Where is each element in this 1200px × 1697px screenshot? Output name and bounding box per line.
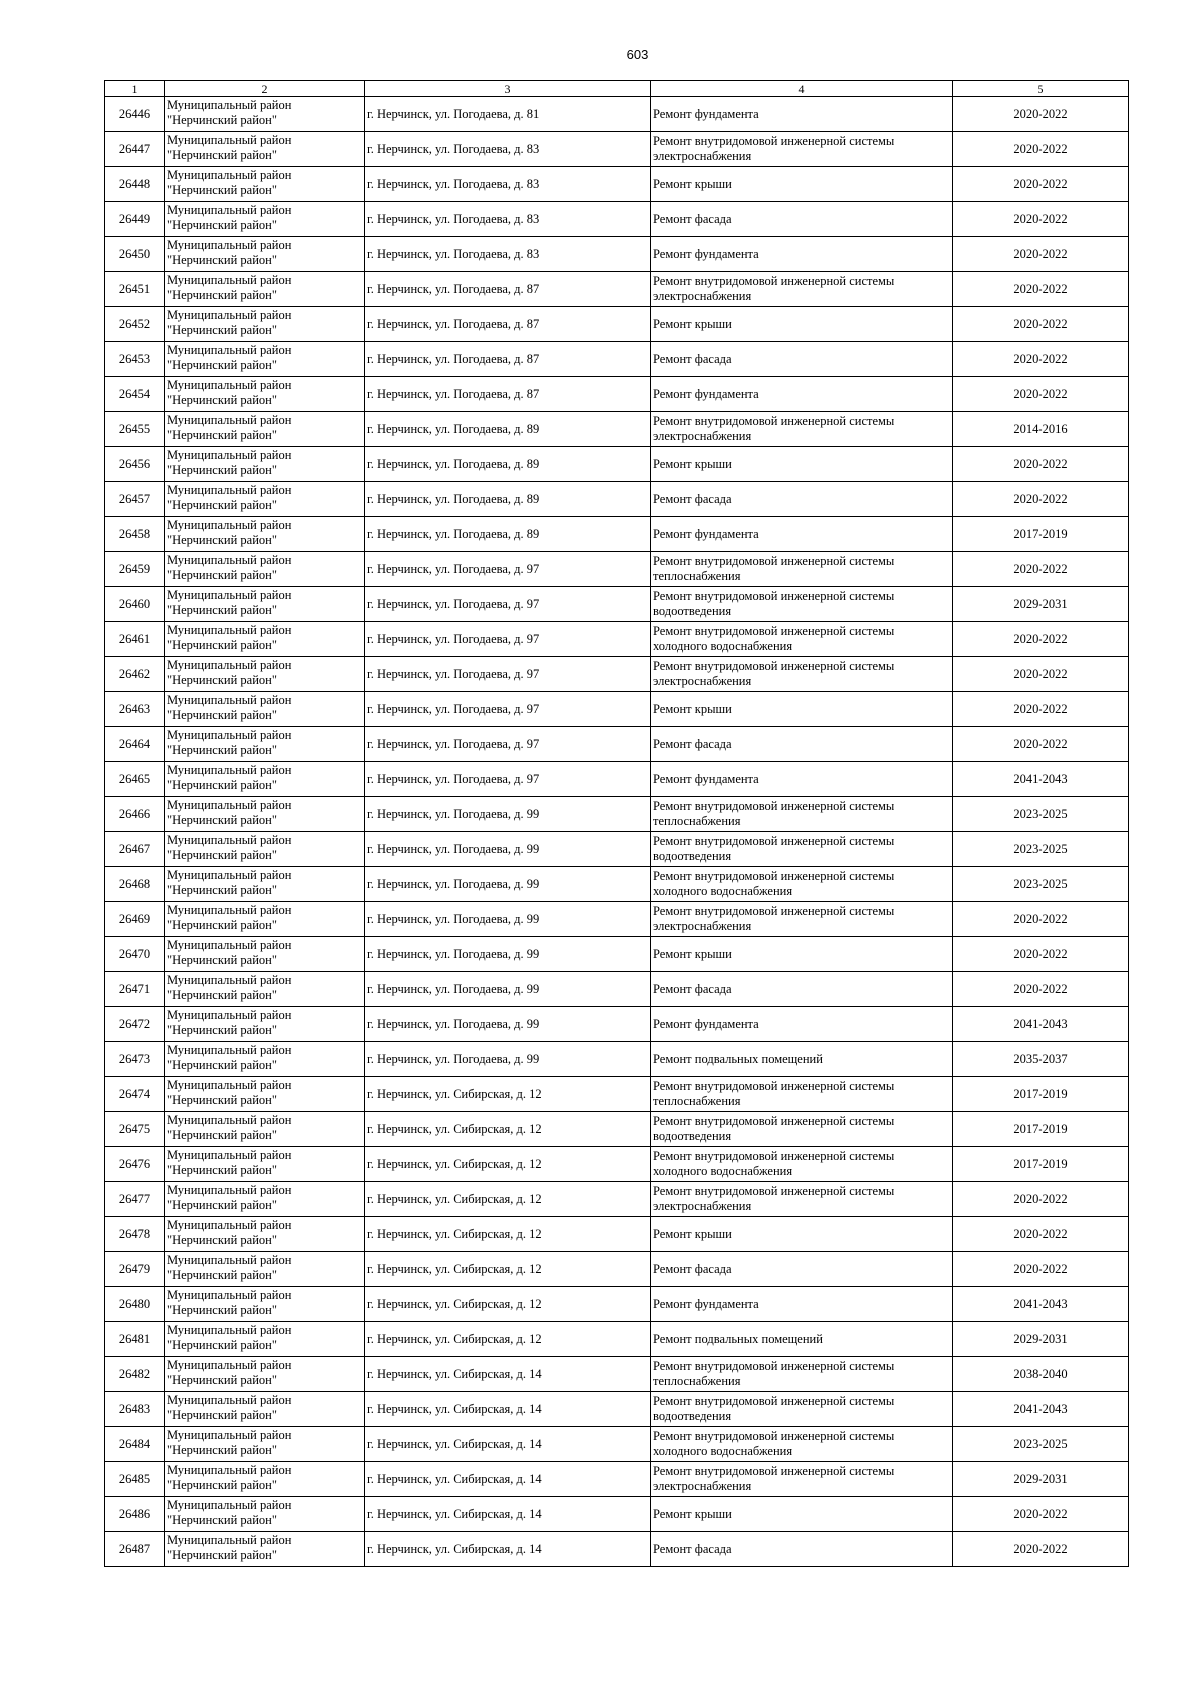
planned-period: 2014-2016 — [953, 412, 1129, 447]
table-row — [105, 1497, 1129, 1532]
table-row — [105, 1322, 1129, 1357]
building-address: г. Нерчинск, ул. Сибирская, д. 12 — [365, 1217, 651, 1252]
table-row — [105, 1007, 1129, 1042]
table-row — [105, 1427, 1129, 1462]
row-number: 26483 — [105, 1392, 165, 1427]
table-row — [105, 1462, 1129, 1497]
municipal-district: Муниципальный район "Нерчинский район" — [165, 237, 365, 272]
row-number: 26463 — [105, 692, 165, 727]
row-number: 26485 — [105, 1462, 165, 1497]
building-address: г. Нерчинск, ул. Погодаева, д. 99 — [365, 832, 651, 867]
planned-period: 2029-2031 — [953, 1462, 1129, 1497]
row-number: 26487 — [105, 1532, 165, 1567]
repair-work-type: Ремонт крыши — [651, 1217, 953, 1252]
table-row — [105, 902, 1129, 937]
repair-work-type: Ремонт внутридомовой инженерной системы холодного водоснабжения — [651, 867, 953, 902]
building-address: г. Нерчинск, ул. Погодаева, д. 99 — [365, 1042, 651, 1077]
repair-work-type: Ремонт внутридомовой инженерной системы электроснабжения — [651, 132, 953, 167]
planned-period: 2020-2022 — [953, 1217, 1129, 1252]
repair-work-type: Ремонт фундамента — [651, 1287, 953, 1322]
table-row — [105, 132, 1129, 167]
building-address: г. Нерчинск, ул. Погодаева, д. 83 — [365, 167, 651, 202]
building-address: г. Нерчинск, ул. Сибирская, д. 14 — [365, 1427, 651, 1462]
building-address: г. Нерчинск, ул. Погодаева, д. 97 — [365, 692, 651, 727]
municipal-district: Муниципальный район "Нерчинский район" — [165, 517, 365, 552]
row-number: 26450 — [105, 237, 165, 272]
table-row — [105, 727, 1129, 762]
table-row — [105, 692, 1129, 727]
municipal-district: Муниципальный район "Нерчинский район" — [165, 1217, 365, 1252]
repair-work-type: Ремонт фасада — [651, 202, 953, 237]
repair-work-type: Ремонт внутридомовой инженерной системы холодного водоснабжения — [651, 1427, 953, 1462]
municipal-district: Муниципальный район "Нерчинский район" — [165, 202, 365, 237]
repair-work-type: Ремонт внутридомовой инженерной системы электроснабжения — [651, 272, 953, 307]
planned-period: 2041-2043 — [953, 1287, 1129, 1322]
municipal-district: Муниципальный район "Нерчинский район" — [165, 342, 365, 377]
municipal-district: Муниципальный район "Нерчинский район" — [165, 1392, 365, 1427]
repair-work-type: Ремонт внутридомовой инженерной системы теплоснабжения — [651, 1357, 953, 1392]
repair-work-type: Ремонт фундамента — [651, 237, 953, 272]
municipal-district: Муниципальный район "Нерчинский район" — [165, 1007, 365, 1042]
row-number: 26454 — [105, 377, 165, 412]
row-number: 26461 — [105, 622, 165, 657]
planned-period: 2020-2022 — [953, 972, 1129, 1007]
municipal-district: Муниципальный район "Нерчинский район" — [165, 1462, 365, 1497]
municipal-district: Муниципальный район "Нерчинский район" — [165, 1252, 365, 1287]
column-header-1: 1 — [105, 81, 165, 97]
column-number-row — [105, 81, 1129, 97]
building-address: г. Нерчинск, ул. Погодаева, д. 81 — [365, 97, 651, 132]
planned-period: 2020-2022 — [953, 902, 1129, 937]
repair-work-type: Ремонт внутридомовой инженерной системы холодного водоснабжения — [651, 622, 953, 657]
repair-work-type: Ремонт крыши — [651, 167, 953, 202]
municipal-district: Муниципальный район "Нерчинский район" — [165, 1182, 365, 1217]
row-number: 26467 — [105, 832, 165, 867]
planned-period: 2020-2022 — [953, 937, 1129, 972]
row-number: 26472 — [105, 1007, 165, 1042]
building-address: г. Нерчинск, ул. Погодаева, д. 99 — [365, 937, 651, 972]
building-address: г. Нерчинск, ул. Погодаева, д. 97 — [365, 727, 651, 762]
planned-period: 2023-2025 — [953, 797, 1129, 832]
building-address: г. Нерчинск, ул. Сибирская, д. 12 — [365, 1252, 651, 1287]
row-number: 26455 — [105, 412, 165, 447]
repair-work-type: Ремонт подвальных помещений — [651, 1322, 953, 1357]
planned-period: 2020-2022 — [953, 377, 1129, 412]
table-row — [105, 1392, 1129, 1427]
row-number: 26447 — [105, 132, 165, 167]
planned-period: 2041-2043 — [953, 1007, 1129, 1042]
repair-work-type: Ремонт внутридомовой инженерной системы теплоснабжения — [651, 552, 953, 587]
building-address: г. Нерчинск, ул. Погодаева, д. 87 — [365, 342, 651, 377]
repair-work-type: Ремонт внутридомовой инженерной системы электроснабжения — [651, 412, 953, 447]
page-number: 603 — [626, 47, 649, 62]
repair-work-type: Ремонт крыши — [651, 1497, 953, 1532]
municipal-district: Муниципальный район "Нерчинский район" — [165, 692, 365, 727]
table-row — [105, 762, 1129, 797]
planned-period: 2020-2022 — [953, 657, 1129, 692]
repair-work-type: Ремонт внутридомовой инженерной системы водоотведения — [651, 1392, 953, 1427]
repair-work-type: Ремонт внутридомовой инженерной системы электроснабжения — [651, 657, 953, 692]
municipal-district: Муниципальный район "Нерчинский район" — [165, 97, 365, 132]
planned-period: 2020-2022 — [953, 307, 1129, 342]
row-number: 26448 — [105, 167, 165, 202]
row-number: 26468 — [105, 867, 165, 902]
building-address: г. Нерчинск, ул. Сибирская, д. 12 — [365, 1287, 651, 1322]
planned-period: 2020-2022 — [953, 692, 1129, 727]
municipal-district: Муниципальный район "Нерчинский район" — [165, 1112, 365, 1147]
repair-work-type: Ремонт фасада — [651, 1532, 953, 1567]
table-row — [105, 447, 1129, 482]
row-number: 26453 — [105, 342, 165, 377]
table-row — [105, 517, 1129, 552]
row-number: 26480 — [105, 1287, 165, 1322]
municipal-district: Муниципальный район "Нерчинский район" — [165, 1357, 365, 1392]
row-number: 26465 — [105, 762, 165, 797]
row-number: 26456 — [105, 447, 165, 482]
planned-period: 2029-2031 — [953, 587, 1129, 622]
planned-period: 2023-2025 — [953, 832, 1129, 867]
row-number: 26477 — [105, 1182, 165, 1217]
municipal-district: Муниципальный район "Нерчинский район" — [165, 902, 365, 937]
table-row — [105, 657, 1129, 692]
building-address: г. Нерчинск, ул. Сибирская, д. 12 — [365, 1147, 651, 1182]
table-row — [105, 972, 1129, 1007]
row-number: 26464 — [105, 727, 165, 762]
table-row — [105, 832, 1129, 867]
repair-work-type: Ремонт крыши — [651, 937, 953, 972]
planned-period: 2020-2022 — [953, 167, 1129, 202]
planned-period: 2020-2022 — [953, 237, 1129, 272]
planned-period: 2029-2031 — [953, 1322, 1129, 1357]
row-number: 26486 — [105, 1497, 165, 1532]
column-header-2: 2 — [165, 81, 365, 97]
repair-work-type: Ремонт фасада — [651, 972, 953, 1007]
municipal-district: Муниципальный район "Нерчинский район" — [165, 1497, 365, 1532]
table-row — [105, 482, 1129, 517]
row-number: 26476 — [105, 1147, 165, 1182]
building-address: г. Нерчинск, ул. Погодаева, д. 87 — [365, 272, 651, 307]
table-row — [105, 1287, 1129, 1322]
planned-period: 2020-2022 — [953, 272, 1129, 307]
table-row — [105, 1112, 1129, 1147]
planned-period: 2020-2022 — [953, 727, 1129, 762]
row-number: 26474 — [105, 1077, 165, 1112]
table-row — [105, 1532, 1129, 1567]
repair-work-type: Ремонт внутридомовой инженерной системы электроснабжения — [651, 902, 953, 937]
building-address: г. Нерчинск, ул. Погодаева, д. 99 — [365, 1007, 651, 1042]
planned-period: 2023-2025 — [953, 867, 1129, 902]
table-row — [105, 377, 1129, 412]
municipal-district: Муниципальный район "Нерчинский район" — [165, 867, 365, 902]
row-number: 26446 — [105, 97, 165, 132]
repair-work-type: Ремонт фундамента — [651, 1007, 953, 1042]
municipal-district: Муниципальный район "Нерчинский район" — [165, 727, 365, 762]
building-address: г. Нерчинск, ул. Сибирская, д. 14 — [365, 1462, 651, 1497]
table-row — [105, 1077, 1129, 1112]
building-address: г. Нерчинск, ул. Сибирская, д. 14 — [365, 1392, 651, 1427]
planned-period: 2020-2022 — [953, 1182, 1129, 1217]
row-number: 26451 — [105, 272, 165, 307]
building-address: г. Нерчинск, ул. Погодаева, д. 99 — [365, 797, 651, 832]
municipal-district: Муниципальный район "Нерчинский район" — [165, 447, 365, 482]
building-address: г. Нерчинск, ул. Погодаева, д. 97 — [365, 622, 651, 657]
column-header-3: 3 — [365, 81, 651, 97]
municipal-district: Муниципальный район "Нерчинский район" — [165, 482, 365, 517]
municipal-district: Муниципальный район "Нерчинский район" — [165, 587, 365, 622]
row-number: 26458 — [105, 517, 165, 552]
table-row — [105, 937, 1129, 972]
municipal-district: Муниципальный район "Нерчинский район" — [165, 1077, 365, 1112]
column-header-4: 4 — [651, 81, 953, 97]
table-body — [105, 81, 1129, 1567]
municipal-district: Муниципальный район "Нерчинский район" — [165, 657, 365, 692]
table-row — [105, 1042, 1129, 1077]
planned-period: 2020-2022 — [953, 202, 1129, 237]
planned-period: 2017-2019 — [953, 517, 1129, 552]
planned-period: 2041-2043 — [953, 762, 1129, 797]
row-number: 26466 — [105, 797, 165, 832]
row-number: 26478 — [105, 1217, 165, 1252]
table-row — [105, 1357, 1129, 1392]
repair-work-type: Ремонт подвальных помещений — [651, 1042, 953, 1077]
building-address: г. Нерчинск, ул. Сибирская, д. 12 — [365, 1077, 651, 1112]
row-number: 26452 — [105, 307, 165, 342]
row-number: 26473 — [105, 1042, 165, 1077]
planned-period: 2020-2022 — [953, 552, 1129, 587]
building-address: г. Нерчинск, ул. Сибирская, д. 14 — [365, 1497, 651, 1532]
repair-work-type: Ремонт фундамента — [651, 97, 953, 132]
column-header-5: 5 — [953, 81, 1129, 97]
row-number: 26462 — [105, 657, 165, 692]
building-address: г. Нерчинск, ул. Погодаева, д. 83 — [365, 237, 651, 272]
planned-period: 2035-2037 — [953, 1042, 1129, 1077]
table-row — [105, 867, 1129, 902]
repair-work-type: Ремонт крыши — [651, 692, 953, 727]
planned-period: 2020-2022 — [953, 132, 1129, 167]
building-address: г. Нерчинск, ул. Погодаева, д. 89 — [365, 447, 651, 482]
building-address: г. Нерчинск, ул. Погодаева, д. 97 — [365, 657, 651, 692]
planned-period: 2017-2019 — [953, 1077, 1129, 1112]
repair-work-type: Ремонт внутридомовой инженерной системы холодного водоснабжения — [651, 1147, 953, 1182]
municipal-district: Муниципальный район "Нерчинский район" — [165, 1042, 365, 1077]
municipal-district: Муниципальный район "Нерчинский район" — [165, 167, 365, 202]
municipal-district: Муниципальный район "Нерчинский район" — [165, 1287, 365, 1322]
municipal-district: Муниципальный район "Нерчинский район" — [165, 797, 365, 832]
table-row — [105, 1182, 1129, 1217]
row-number: 26475 — [105, 1112, 165, 1147]
repair-work-type: Ремонт внутридомовой инженерной системы водоотведения — [651, 587, 953, 622]
repair-schedule-table — [104, 80, 1129, 1567]
building-address: г. Нерчинск, ул. Погодаева, д. 89 — [365, 482, 651, 517]
building-address: г. Нерчинск, ул. Погодаева, д. 97 — [365, 552, 651, 587]
municipal-district: Муниципальный район "Нерчинский район" — [165, 1322, 365, 1357]
repair-work-type: Ремонт фундамента — [651, 377, 953, 412]
row-number: 26460 — [105, 587, 165, 622]
table-row — [105, 272, 1129, 307]
building-address: г. Нерчинск, ул. Погодаева, д. 87 — [365, 377, 651, 412]
planned-period: 2020-2022 — [953, 1252, 1129, 1287]
table-row — [105, 97, 1129, 132]
building-address: г. Нерчинск, ул. Погодаева, д. 99 — [365, 972, 651, 1007]
municipal-district: Муниципальный район "Нерчинский район" — [165, 1427, 365, 1462]
row-number: 26470 — [105, 937, 165, 972]
planned-period: 2020-2022 — [953, 622, 1129, 657]
municipal-district: Муниципальный район "Нерчинский район" — [165, 552, 365, 587]
building-address: г. Нерчинск, ул. Сибирская, д. 12 — [365, 1182, 651, 1217]
municipal-district: Муниципальный район "Нерчинский район" — [165, 762, 365, 797]
repair-work-type: Ремонт крыши — [651, 447, 953, 482]
planned-period: 2020-2022 — [953, 97, 1129, 132]
table-row — [105, 412, 1129, 447]
municipal-district: Муниципальный район "Нерчинский район" — [165, 377, 365, 412]
planned-period: 2020-2022 — [953, 447, 1129, 482]
row-number: 26484 — [105, 1427, 165, 1462]
repair-work-type: Ремонт фундамента — [651, 517, 953, 552]
table-row — [105, 202, 1129, 237]
repair-work-type: Ремонт внутридомовой инженерной системы водоотведения — [651, 832, 953, 867]
repair-work-type: Ремонт фасада — [651, 1252, 953, 1287]
row-number: 26449 — [105, 202, 165, 237]
row-number: 26459 — [105, 552, 165, 587]
building-address: г. Нерчинск, ул. Погодаева, д. 83 — [365, 202, 651, 237]
repair-work-type: Ремонт внутридомовой инженерной системы электроснабжения — [651, 1182, 953, 1217]
repair-work-type: Ремонт фасада — [651, 727, 953, 762]
repair-work-type: Ремонт фундамента — [651, 762, 953, 797]
row-number: 26481 — [105, 1322, 165, 1357]
row-number: 26457 — [105, 482, 165, 517]
repair-work-type: Ремонт внутридомовой инженерной системы водоотведения — [651, 1112, 953, 1147]
table-row — [105, 237, 1129, 272]
planned-period: 2023-2025 — [953, 1427, 1129, 1462]
municipal-district: Муниципальный район "Нерчинский район" — [165, 622, 365, 657]
repair-work-type: Ремонт внутридомовой инженерной системы электроснабжения — [651, 1462, 953, 1497]
table-row — [105, 307, 1129, 342]
table-row — [105, 622, 1129, 657]
municipal-district: Муниципальный район "Нерчинский район" — [165, 272, 365, 307]
building-address: г. Нерчинск, ул. Сибирская, д. 14 — [365, 1532, 651, 1567]
row-number: 26479 — [105, 1252, 165, 1287]
table-row — [105, 587, 1129, 622]
planned-period: 2038-2040 — [953, 1357, 1129, 1392]
building-address: г. Нерчинск, ул. Погодаева, д. 97 — [365, 587, 651, 622]
municipal-district: Муниципальный район "Нерчинский район" — [165, 412, 365, 447]
municipal-district: Муниципальный район "Нерчинский район" — [165, 1147, 365, 1182]
planned-period: 2017-2019 — [953, 1112, 1129, 1147]
planned-period: 2041-2043 — [953, 1392, 1129, 1427]
building-address: г. Нерчинск, ул. Погодаева, д. 97 — [365, 762, 651, 797]
repair-work-type: Ремонт внутридомовой инженерной системы теплоснабжения — [651, 797, 953, 832]
table-row — [105, 552, 1129, 587]
table-row — [105, 1252, 1129, 1287]
building-address: г. Нерчинск, ул. Погодаева, д. 89 — [365, 412, 651, 447]
building-address: г. Нерчинск, ул. Сибирская, д. 12 — [365, 1322, 651, 1357]
building-address: г. Нерчинск, ул. Погодаева, д. 83 — [365, 132, 651, 167]
table-row — [105, 797, 1129, 832]
municipal-district: Муниципальный район "Нерчинский район" — [165, 972, 365, 1007]
repair-work-type: Ремонт крыши — [651, 307, 953, 342]
building-address: г. Нерчинск, ул. Погодаева, д. 99 — [365, 902, 651, 937]
planned-period: 2020-2022 — [953, 482, 1129, 517]
repair-work-type: Ремонт внутридомовой инженерной системы теплоснабжения — [651, 1077, 953, 1112]
row-number: 26469 — [105, 902, 165, 937]
building-address: г. Нерчинск, ул. Погодаева, д. 89 — [365, 517, 651, 552]
planned-period: 2020-2022 — [953, 1497, 1129, 1532]
planned-period: 2017-2019 — [953, 1147, 1129, 1182]
planned-period: 2020-2022 — [953, 1532, 1129, 1567]
building-address: г. Нерчинск, ул. Погодаева, д. 99 — [365, 867, 651, 902]
municipal-district: Муниципальный район "Нерчинский район" — [165, 307, 365, 342]
row-number: 26482 — [105, 1357, 165, 1392]
row-number: 26471 — [105, 972, 165, 1007]
building-address: г. Нерчинск, ул. Сибирская, д. 14 — [365, 1357, 651, 1392]
repair-work-type: Ремонт фасада — [651, 342, 953, 377]
building-address: г. Нерчинск, ул. Сибирская, д. 12 — [365, 1112, 651, 1147]
municipal-district: Муниципальный район "Нерчинский район" — [165, 1532, 365, 1567]
table-row — [105, 1217, 1129, 1252]
repair-work-type: Ремонт фасада — [651, 482, 953, 517]
municipal-district: Муниципальный район "Нерчинский район" — [165, 132, 365, 167]
municipal-district: Муниципальный район "Нерчинский район" — [165, 832, 365, 867]
planned-period: 2020-2022 — [953, 342, 1129, 377]
municipal-district: Муниципальный район "Нерчинский район" — [165, 937, 365, 972]
table-row — [105, 342, 1129, 377]
table-row — [105, 1147, 1129, 1182]
building-address: г. Нерчинск, ул. Погодаева, д. 87 — [365, 307, 651, 342]
table-row — [105, 167, 1129, 202]
